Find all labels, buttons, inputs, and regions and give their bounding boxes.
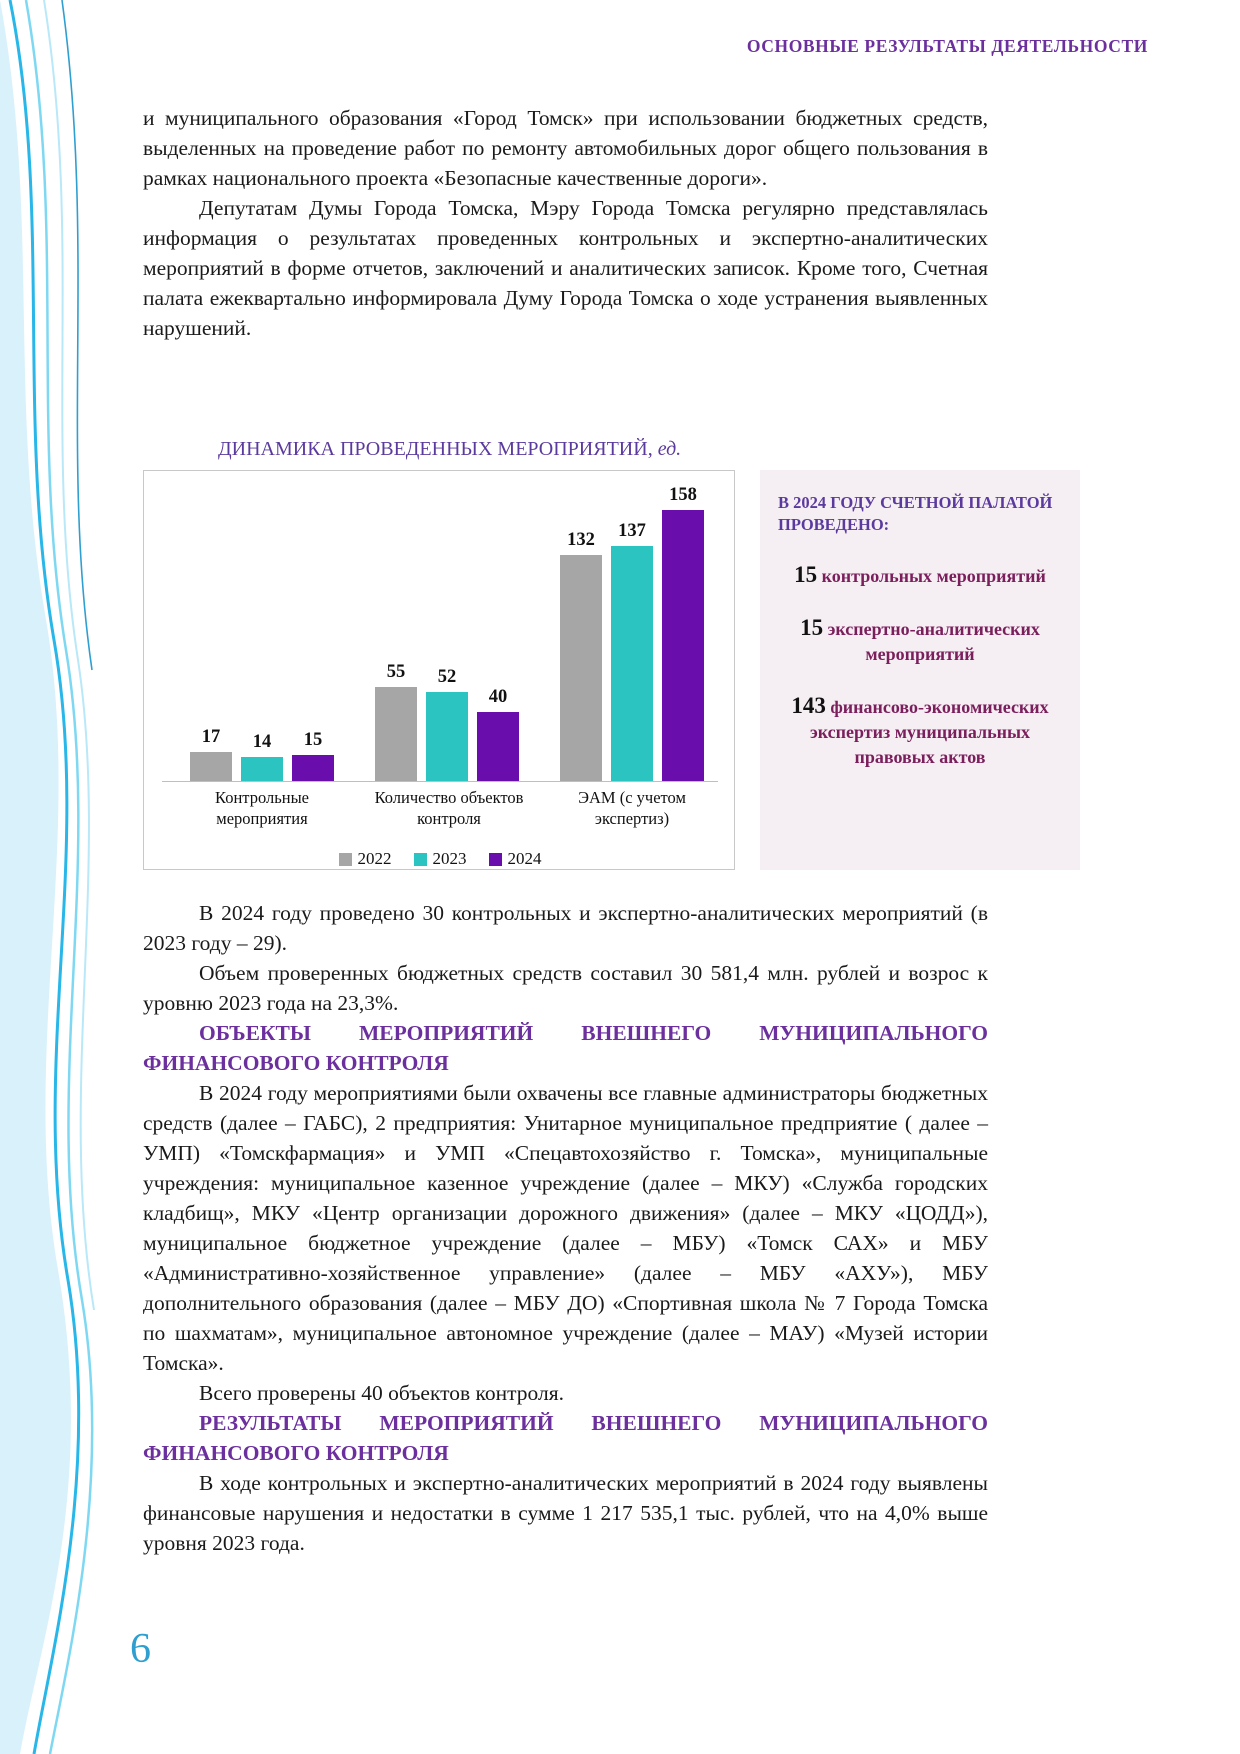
paragraph-5: В 2024 году мероприятиями были охвачены все главные администраторы бюджетных средств (далее – ГАБС), 2 предприятия: Унитарное муниципальное предприятие ( далее – УМП) «Томскфармация» и УМП «Спецавтохозяйство г. Томска», муниципальные учреждения: муниципальное казенное учреждение (далее – МКУ) «Служба городских кладбищ», МКУ «Центр организации дорожного движения» (далее – МКУ «ЦОДД»), муниципальное бюджетное учреждение (далее – МБУ) «Томск САХ» и МБУ «Административно-хозяйственное управление» (далее – МБУ «АХУ»), МБУ дополнительного образования (далее – МБУ ДО) «Спортивная школа № 7 Города Томска по шахматам», муниципальное автономное учреждение (далее – МАУ) «Музей истории Томска». xyxy=(143,1081,988,1375)
bar-value-label: 17 xyxy=(201,727,221,747)
page-number: 6 xyxy=(130,1626,151,1672)
legend-item-2023 xyxy=(414,849,467,869)
legend-label: 2023 xyxy=(432,849,467,868)
bar-2022 xyxy=(190,752,232,781)
chart-title-text: ДИНАМИКА ПРОВЕДЕННЫХ МЕРОПРИЯТИЙ, xyxy=(218,438,653,460)
bar-item xyxy=(611,481,653,781)
callout-item-1 xyxy=(778,562,1062,589)
chart-legend xyxy=(144,849,736,869)
bar-value-label: 55 xyxy=(386,662,406,682)
bar-item xyxy=(426,481,468,781)
paragraph-1: и муниципального образования «Город Томск» при использовании бюджетных средств, выделенных на проведение работ по ремонту автомобильных дорог общего пользования в рамках национального проекта «Безопасные качественные дороги». xyxy=(143,106,988,190)
legend-item-2022 xyxy=(339,849,392,869)
bar-item xyxy=(560,481,602,781)
chart-category-labels xyxy=(162,787,718,841)
legend-item-2024 xyxy=(489,849,542,869)
bar-value-label: 40 xyxy=(488,687,508,707)
statistics-callout xyxy=(760,470,1080,870)
bar-value-label: 158 xyxy=(669,485,697,505)
bar-value-label: 132 xyxy=(567,530,595,550)
callout-item-3 xyxy=(778,693,1062,770)
bar-chart xyxy=(143,470,735,870)
bar-2024 xyxy=(477,712,519,781)
paragraph-3: В 2024 году проведено 30 контрольных и экспертно-аналитических мероприятий (в 2023 году – 29). xyxy=(143,901,988,955)
callout-text: экспертно-аналитических мероприятий xyxy=(827,619,1040,664)
bar-group-2 xyxy=(367,481,527,781)
page-header: ОСНОВНЫЕ РЕЗУЛЬТАТЫ ДЕЯТЕЛЬНОСТИ xyxy=(746,36,1148,56)
paragraph-7: В ходе контрольных и экспертно-аналитических мероприятий в 2024 году выявлены финансовые нарушения и недостатки в сумме 1 217 535,1 тыс. рублей, что на 4,0% выше уровня 2023 года. xyxy=(143,1471,988,1555)
chart-axis xyxy=(162,781,718,782)
document-body xyxy=(143,103,988,343)
bar-item xyxy=(477,481,519,781)
bar-value-label: 15 xyxy=(303,730,323,750)
bar-2024 xyxy=(292,755,334,781)
bar-value-label: 14 xyxy=(252,732,272,752)
callout-heading: В 2024 ГОДУ СЧЕТНОЙ ПАЛАТОЙ ПРОВЕДЕНО: xyxy=(778,493,1053,534)
legend-label: 2022 xyxy=(357,849,392,868)
chart-title-unit: ед. xyxy=(657,438,682,460)
bar-2022 xyxy=(560,555,602,781)
callout-item-2 xyxy=(778,615,1062,667)
callout-text: контрольных мероприятий xyxy=(821,566,1046,586)
bar-2024 xyxy=(662,510,704,781)
bar-item xyxy=(190,481,232,781)
bar-2023 xyxy=(611,546,653,781)
bar-2023 xyxy=(426,692,468,781)
bar-item xyxy=(662,481,704,781)
bar-group-3 xyxy=(552,481,712,781)
bar-value-label: 137 xyxy=(618,521,646,541)
legend-swatch-icon xyxy=(489,853,502,866)
category-label-1: Контрольные мероприятия xyxy=(215,788,309,828)
paragraph-4: Объем проверенных бюджетных средств составил 30 581,4 млн. рублей и возрос к уровню 2023 года на 23,3%. xyxy=(143,961,988,1015)
paragraph-2: Депутатам Думы Города Томска, Мэру Города Томска регулярно представлялась информация о результатах проведенных контрольных и экспертно-аналитических мероприятий в форме отчетов, заключений и аналитических записок. Кроме того, Счетная палата ежеквартально информировала Думу Города Томска о ходе устранения выявленных нарушений. xyxy=(143,196,988,340)
bar-item xyxy=(292,481,334,781)
section-heading-results: РЕЗУЛЬТАТЫ МЕРОПРИЯТИЙ ВНЕШНЕГО МУНИЦИПАЛЬНОГО ФИНАНСОВОГО КОНТРОЛЯ xyxy=(143,1411,988,1465)
chart-title xyxy=(218,438,681,461)
callout-number: 15 xyxy=(800,615,824,640)
bar-2022 xyxy=(375,687,417,781)
document-body-lower xyxy=(143,898,988,1558)
bar-group-1 xyxy=(182,481,342,781)
category-label-3: ЭАМ (с учетом экспертиз) xyxy=(578,788,686,828)
callout-number: 15 xyxy=(794,562,818,587)
chart-plot-area xyxy=(162,481,718,781)
bar-2023 xyxy=(241,757,283,781)
category-label-2: Количество объектов контроля xyxy=(374,788,524,828)
callout-text: финансово-экономических экспертиз муниципальных правовых актов xyxy=(809,697,1049,767)
paragraph-6: Всего проверены 40 объектов контроля. xyxy=(199,1381,565,1405)
legend-label: 2024 xyxy=(507,849,542,868)
legend-swatch-icon xyxy=(414,853,427,866)
callout-number: 143 xyxy=(791,693,826,718)
bar-item xyxy=(375,481,417,781)
section-heading-objects: ОБЪЕКТЫ МЕРОПРИЯТИЙ ВНЕШНЕГО МУНИЦИПАЛЬНОГО ФИНАНСОВОГО КОНТРОЛЯ xyxy=(143,1021,988,1075)
legend-swatch-icon xyxy=(339,853,352,866)
bar-item xyxy=(241,481,283,781)
bar-value-label: 52 xyxy=(437,667,457,687)
